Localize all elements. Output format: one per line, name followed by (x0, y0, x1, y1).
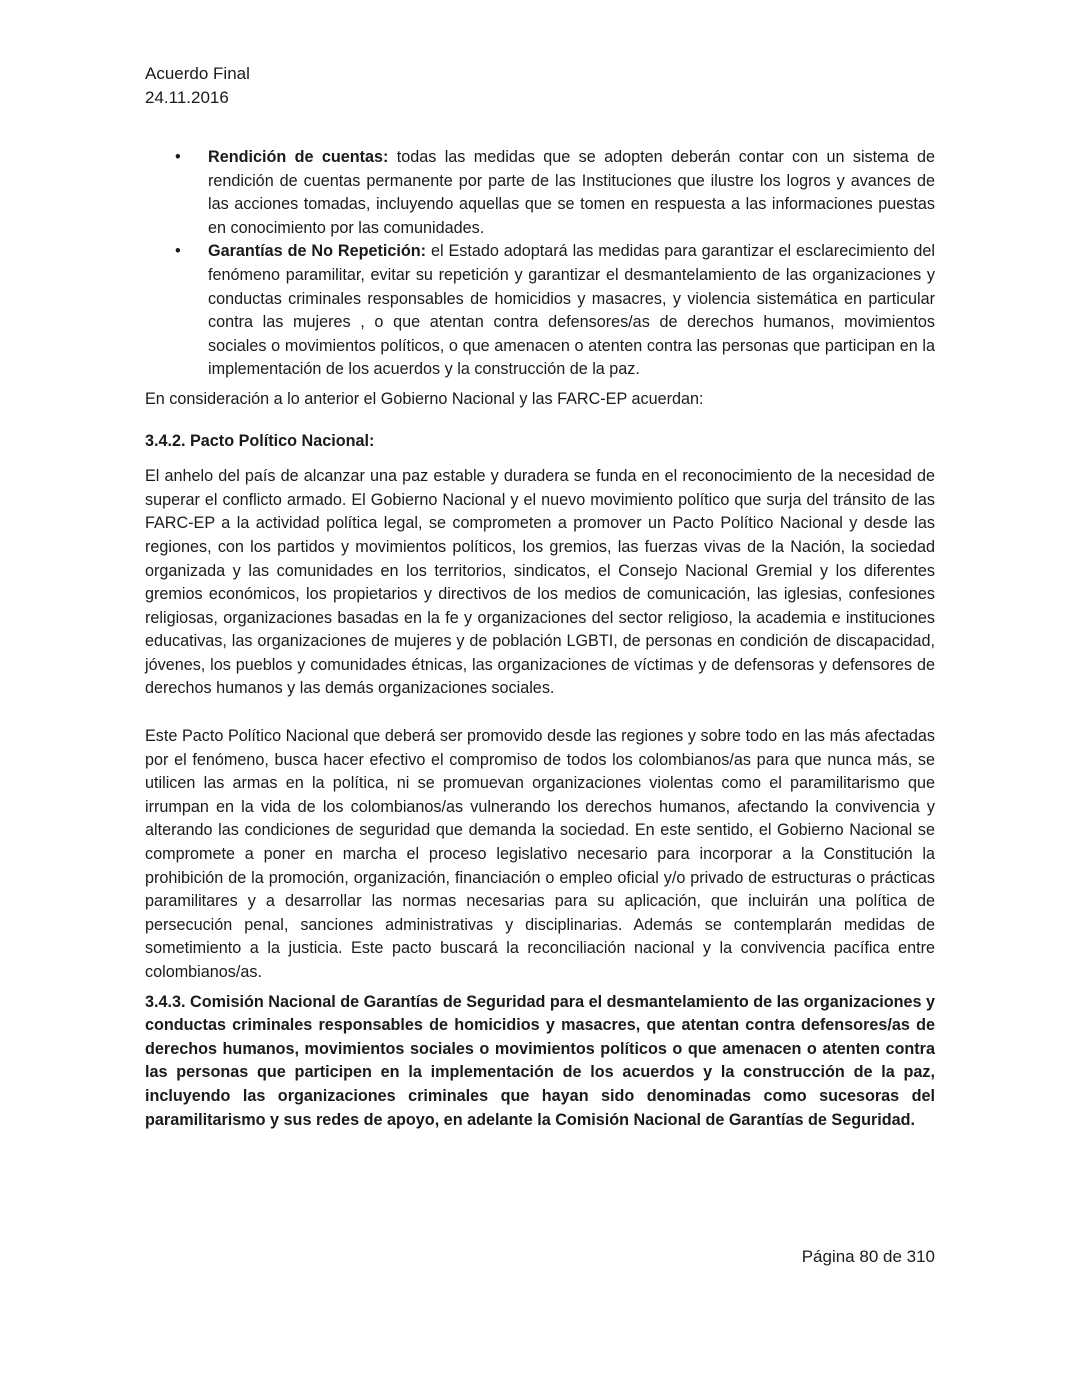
header-date: 24.11.2016 (145, 88, 229, 107)
section-3-4-2-paragraph-1: El anhelo del país de alcanzar una paz estable y duradera se funda en el reconocimiento de la necesidad de superar el conflicto armado. El Gobierno Nacional y el nuevo movimiento político que surja del tránsito de las FARC-EP a la actividad política legal, se comprometen a promover un Pacto Político Nacional y desde las regiones, con los partidos y movimientos políticos, los gremios, las fuerzas vivas de la Nación, la sociedad organizada y las comunidades en los territorios, sindicatos, el Consejo Nacional Gremial y los diferentes gremios económicos, los propietarios y directivos de los medios de comunicación, las iglesias, confesiones religiosas, organizaciones basadas en la fe y organizaciones del sector religioso, la academia e instituciones educativas, las organizaciones de mujeres y de población LGBTI, de personas en condición de discapacidad, jóvenes, los pueblos y comunidades étnicas, las organizaciones de víctimas y de defensoras y defensores de derechos humanos y las demás organizaciones sociales. (145, 467, 935, 698)
bullet-marker: • (175, 242, 181, 261)
header-title: Acuerdo Final (145, 64, 250, 83)
section-title-3-4-3: 3.4.3. Comisión Nacional de Garantías de Seguridad para el desmantelamiento de las organizaciones y conductas criminales responsables de homicidios y masacres, que atentan contra defensores/as de derechos humanos, movimientos sociales o movimientos políticos o que amenacen o atenten contra las personas que participen en la implementación de los acuerdos y la construcción de la paz, incluyendo las organizaciones criminales que hayan sido denominadas como sucesoras del paramilitarismo y sus redes de apoyo, en adelante la Comisión Nacional de Garantías de Seguridad. (145, 992, 935, 1129)
section-title-3-4-2: 3.4.2. Pacto Político Nacional: (145, 431, 375, 450)
bullet-text: todas las medidas que se adopten deberán contar con un sistema de rendición de cuentas permanente por parte de las Instituciones que ilustre los logros y avances de las acciones tomadas, incluyendo aquellas que se tomen en respuesta a las informaciones puestas en conocimiento por las comunidades. (208, 148, 935, 237)
bullet-term: Rendición de cuentas: (208, 148, 389, 166)
page-number: Página 80 de 310 (801, 1247, 935, 1266)
bullet-list (145, 146, 935, 382)
bullet-term: Garantías de No Repetición: (208, 242, 427, 261)
section-3-4-2-paragraph-2: Este Pacto Político Nacional que deberá ser promovido desde las regiones y sobre todo en las más afectadas por el fenómeno, busca hacer efectivo el compromiso de todos los colombianos/as para que nunca más, se utilicen las armas en la política, ni se promuevan organizaciones violentas como el paramilitarismo que irrumpan en la vida de los colombianos/as vulnerando los derechos humanos, afectando la convivencia y alterando las condiciones de seguridad que demanda la sociedad. En este sentido, el Gobierno Nacional se compromete a poner en marcha el proceso legislativo necesario para incorporar a la Constitución la prohibición de la promoción, organización, financiación o empleo oficial y/o privado de estructuras o prácticas paramilitares y a desarrollar las normas necesarias para su aplicación, que incluirán una política de persecución penal, sanciones administrativas y disciplinarias. Además se contemplarán medidas de sometimiento a la justicia. Este pacto buscará la reconciliación nacional y la convivencia pacífica entre colombianos/as. (145, 727, 935, 981)
document-body (145, 146, 935, 1132)
bullet-item-garantias-no-repeticion (175, 240, 935, 382)
bullet-marker: • (175, 148, 181, 166)
intro-paragraph: En consideración a lo anterior el Gobierno Nacional y las FARC-EP acuerdan: (145, 389, 704, 408)
bullet-item-rendicion-de-cuentas (175, 146, 935, 240)
document-header (145, 62, 250, 110)
bullet-text: el Estado adoptará las medidas para garantizar el esclarecimiento del fenómeno paramilitar, evitar su repetición y garantizar el desmantelamiento de las organizaciones y conductas criminales responsables de homicidios y masacres, y violencia sistemática en particular contra las mujeres , o que atentan contra defensores/as de derechos humanos, movimientos sociales o movimientos políticos, o que amenacen o atenten contra las personas que participan en la implementación de los acuerdos y la construcción de la paz. (208, 242, 935, 379)
